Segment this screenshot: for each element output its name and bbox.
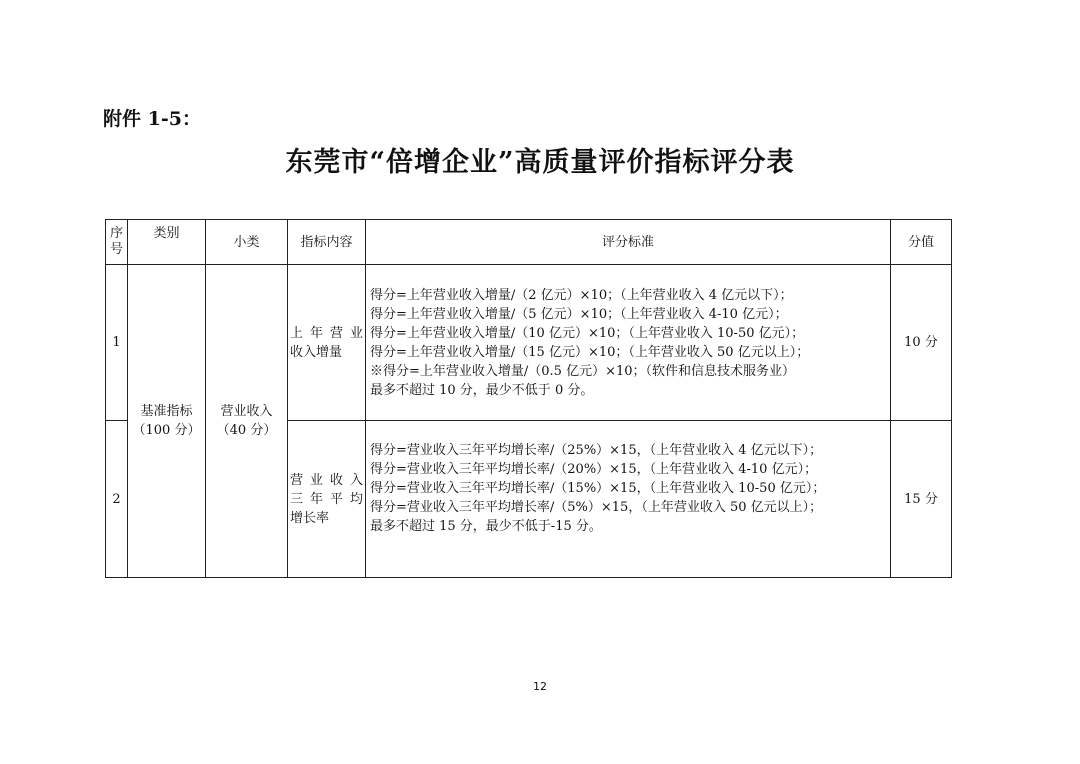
table-header-row — [106, 220, 952, 265]
row-seq: 1 — [106, 265, 128, 421]
criteria-line: 得分=上年营业收入增量/（2 亿元）×10；（上年营业收入 4 亿元以下）； — [370, 287, 793, 303]
document-title: 东莞市“倍增企业”高质量评价指标评分表 — [285, 147, 795, 178]
criteria-line: 得分=上年营业收入增量/（15 亿元）×10；（上年营业收入 50 亿元以上）； — [370, 344, 810, 360]
header-score: 分值 — [891, 220, 952, 265]
criteria-line: 得分=营业收入三年平均增长率/（20%）×15，（上年营业收入 4-10 亿元）； — [370, 462, 818, 477]
subcategory-points: （40 分） — [216, 423, 277, 438]
category-points: （100 分） — [132, 423, 201, 438]
category-name: 基准指标 — [140, 404, 193, 419]
criteria-line: ※得分=上年营业收入增量/（0.5 亿元）×10；（软件和信息技术服务业） — [370, 363, 796, 379]
score-cell: 15 分 — [891, 421, 952, 578]
indicator-line: 上年营业 — [290, 325, 363, 341]
attachment-label: 附件 1-5： — [103, 108, 201, 130]
criteria-line: 得分=上年营业收入增量/（5 亿元）×10；（上年营业收入 4-10 亿元）； — [370, 306, 788, 322]
indicator-cell — [288, 421, 366, 578]
header-criteria: 评分标准 — [366, 220, 891, 265]
criteria-line: 得分=上年营业收入增量/（10 亿元）×10；（上年营业收入 10-50 亿元）； — [370, 325, 805, 341]
criteria-cell — [366, 421, 891, 578]
page-number: 12 — [533, 680, 547, 693]
criteria-cell — [366, 265, 891, 421]
criteria-line: 最多不超过 15 分，最少不低于-15 分。 — [370, 519, 602, 534]
indicator-line: 三年平均 — [290, 491, 363, 507]
subcategory-cell — [206, 265, 288, 578]
indicator-line: 收入增量 — [290, 344, 343, 360]
subcategory-name: 营业收入 — [220, 404, 273, 419]
criteria-line: 最多不超过 10 分，最少不低于 0 分。 — [370, 382, 594, 398]
indicator-line: 增长率 — [290, 510, 330, 526]
criteria-line: 得分=营业收入三年平均增长率/（5%）×15，（上年营业收入 50 亿元以上）； — [370, 500, 823, 515]
header-seq — [106, 220, 128, 265]
score-cell: 10 分 — [891, 265, 952, 421]
criteria-line: 得分=营业收入三年平均增长率/（25%）×15，（上年营业收入 4 亿元以下）； — [370, 443, 823, 458]
indicator-cell — [288, 265, 366, 421]
scoring-table — [105, 219, 952, 578]
indicator-line: 营业收入 — [290, 472, 363, 488]
row-seq: 2 — [106, 421, 128, 578]
header-seq-line2: 号 — [109, 242, 123, 257]
header-subcategory: 小类 — [206, 220, 288, 265]
category-cell — [128, 265, 206, 578]
header-indicator: 指标内容 — [288, 220, 366, 265]
header-category: 类别 — [128, 220, 206, 265]
header-seq-line1: 序 — [109, 226, 123, 241]
criteria-line: 得分=营业收入三年平均增长率/（15%）×15，（上年营业收入 10-50 亿元）； — [370, 481, 826, 496]
table-row — [106, 265, 952, 421]
